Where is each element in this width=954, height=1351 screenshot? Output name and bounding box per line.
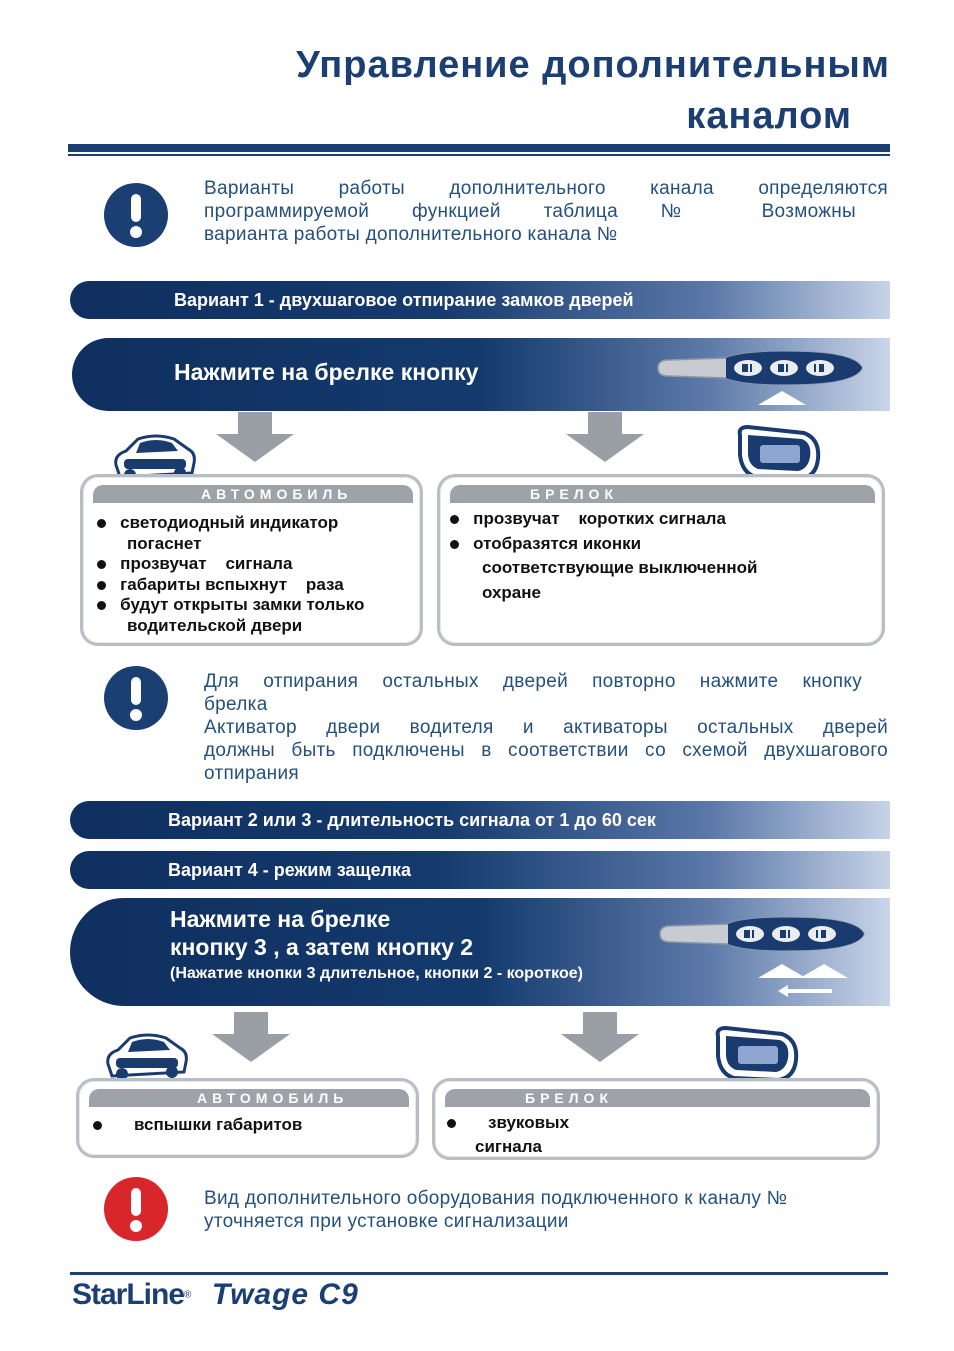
footer-logo	[72, 1278, 359, 1312]
bullet-icon	[97, 560, 106, 569]
note-3	[204, 1187, 888, 1233]
arrow-down-icon	[216, 412, 294, 462]
note-1-line1: Варианты работы дополнительного канала определяются	[204, 178, 888, 199]
list-item: погаснет	[127, 533, 202, 553]
press-button-3-indicator-icon	[758, 964, 806, 978]
variant4-header: Вариант 4 - режим защелка	[168, 860, 412, 880]
bullet-icon	[97, 581, 106, 590]
info-exclamation-icon	[103, 665, 169, 731]
list-item: сигнала	[475, 1137, 542, 1156]
fob-result-box	[432, 1078, 880, 1160]
car-result-box	[76, 1078, 419, 1158]
car-box-list	[93, 1115, 302, 1135]
car-icon	[104, 1030, 188, 1082]
variant4-instruction-band	[70, 898, 890, 1006]
note-2-line4: должны быть подключены в соответствии со схемой двухшагового	[204, 740, 888, 761]
press-button-indicator-icon	[758, 391, 806, 405]
note-2-line3: Активатор двери водителя и активаторы остальных дверей	[204, 717, 888, 738]
note-2-line2: брелка	[204, 694, 268, 715]
title-rule	[68, 144, 890, 152]
fob-box-title-text: БРЕЛОК	[530, 486, 618, 502]
fob-box-list	[447, 1111, 569, 1159]
fob-box-list	[450, 507, 758, 605]
note-2-line1: Для отпирания остальных дверей повторно нажмите кнопку	[204, 671, 862, 692]
variant4-header-band	[70, 851, 890, 889]
page-title-line1: Управление дополнительным	[296, 44, 890, 86]
bullet-icon	[450, 515, 459, 524]
list-item: будут открыты замки только	[120, 595, 365, 615]
car-box-title	[93, 485, 413, 503]
arrow-down-icon	[561, 1012, 639, 1062]
warning-exclamation-icon	[103, 1176, 169, 1242]
footer-rule	[70, 1272, 888, 1275]
variant4-instruction-line1: Нажмите на брелке	[170, 906, 391, 932]
list-item: охране	[482, 582, 541, 602]
note-2	[204, 670, 888, 785]
variant4-instruction-line2: кнопку 3 , а затем кнопку 2	[170, 934, 474, 960]
fob-box-title-text: БРЕЛОК	[525, 1090, 613, 1106]
brand-name: StarLine	[72, 1278, 185, 1311]
variant1-instruction-band	[72, 338, 890, 411]
variant1-header-band	[70, 281, 890, 319]
note-1-line3: варианта работы дополнительного канала №	[204, 224, 618, 245]
model-name: Twage C9	[211, 1278, 359, 1311]
car-box-title	[89, 1089, 409, 1107]
note-2-line5: отпирания	[204, 763, 299, 784]
car-box-title-text: АВТОМОБИЛЬ	[197, 1090, 349, 1106]
key-fob-icon	[656, 346, 866, 390]
variant4-instruction-line3: (Нажатие кнопки 3 длительное, кнопки 2 - короткое)	[170, 965, 583, 982]
list-item: прозвучат коротких сигнала	[473, 509, 726, 528]
list-item: светодиодный индикатор	[120, 513, 339, 532]
fob-box-title	[445, 1089, 870, 1107]
variant23-header: Вариант 2 или 3 - длительность сигнала от 1 до 60 сек	[168, 810, 656, 830]
note-1	[204, 177, 888, 246]
car-box-list	[97, 513, 364, 637]
list-item: габариты вспыхнут раза	[120, 574, 344, 594]
arrow-down-icon	[212, 1012, 290, 1062]
variant23-header-band	[70, 801, 890, 839]
lcd-key-fob-icon	[712, 1026, 802, 1084]
key-fob-icon	[658, 912, 868, 956]
car-box-title-text: АВТОМОБИЛЬ	[201, 486, 353, 502]
variant1-instruction: Нажмите на брелке кнопку	[174, 359, 479, 385]
bullet-icon	[450, 540, 459, 549]
fob-result-box	[437, 474, 885, 646]
arrow-down-icon	[566, 412, 644, 462]
press-button-2-indicator-icon	[800, 964, 848, 978]
page-title-line2: каналом	[686, 95, 852, 137]
arrow-left-icon	[778, 985, 832, 997]
title-rule-thin	[68, 154, 890, 156]
list-item: соответствующие выключенной	[482, 558, 758, 577]
list-item: вспышки габаритов	[134, 1115, 303, 1134]
bullet-icon	[93, 1121, 102, 1130]
list-item: отобразятся иконки	[473, 533, 642, 553]
note-1-line2: программируемой функцией таблица № Возможны	[204, 201, 856, 222]
list-item: водительской двери	[127, 615, 303, 635]
note-3-line1: Вид дополнительного оборудования подключенного к каналу №	[204, 1188, 788, 1209]
bullet-icon	[97, 601, 106, 610]
car-result-box	[80, 474, 423, 646]
registered-mark: ®	[184, 1289, 192, 1301]
bullet-icon	[97, 519, 106, 528]
note-3-line2: уточняется при установке сигнализации	[204, 1211, 569, 1232]
info-exclamation-icon	[103, 182, 169, 248]
bullet-icon	[447, 1119, 456, 1128]
list-item: звуковых	[488, 1113, 570, 1132]
fob-box-title	[450, 485, 875, 503]
variant1-header: Вариант 1 - двухшаговое отпирание замков дверей	[174, 290, 634, 310]
list-item: прозвучат сигнала	[120, 554, 293, 574]
